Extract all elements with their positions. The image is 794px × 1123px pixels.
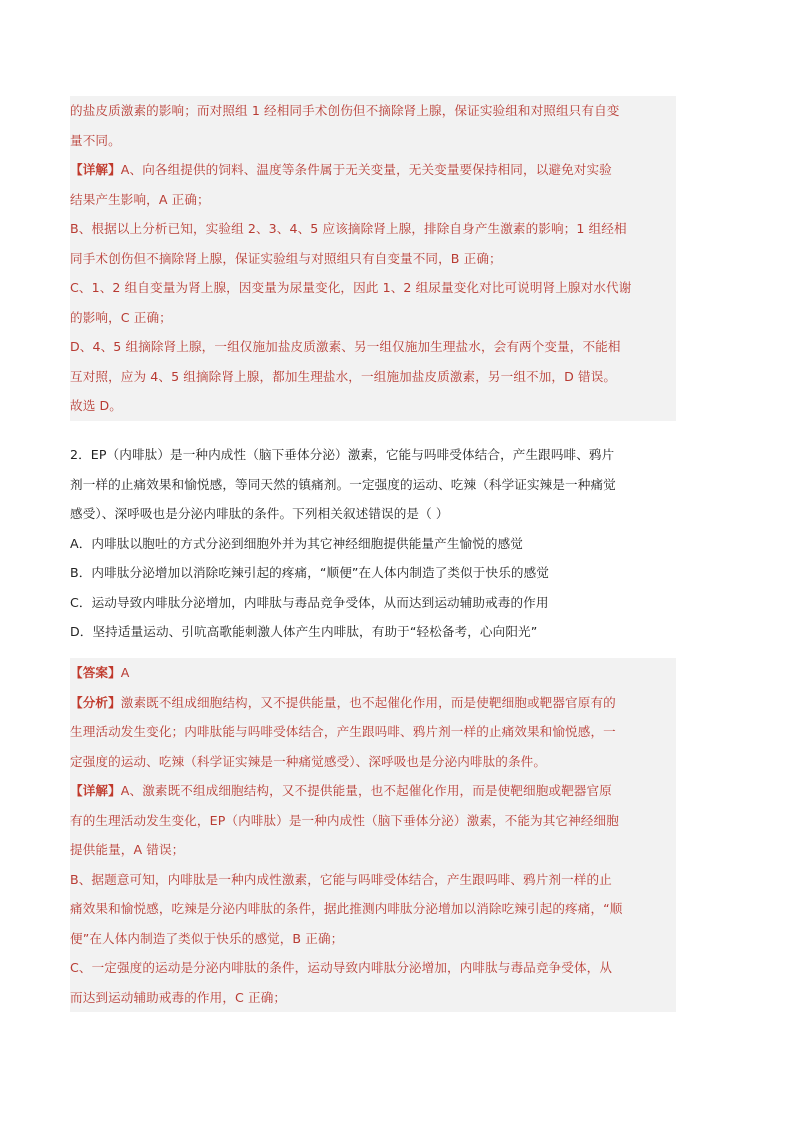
detail-line <box>70 776 676 806</box>
answer-line <box>70 658 676 688</box>
text-line: 生理活动发生变化；内啡肽能与吗啡受体结合，产生跟吗啡、鸦片剂一样的止痛效果和愉悦感，一 <box>70 724 616 739</box>
text-line: 有的生理活动发生变化，EP（内啡肽）是一种内成性（脑下垂体分泌）激素，不能为其它神经细胞 <box>70 812 619 828</box>
analysis-tag: 【分析】 <box>70 694 121 710</box>
question-2-block <box>70 440 676 647</box>
text-line: 同手术创伤但不摘除肾上腺，保证实验组与对照组只有自变量不同，B 正确； <box>70 250 502 266</box>
text-line: 痛效果和愉悦感，吃辣是分泌内啡肽的条件，据此推测内啡肽分泌增加以消除吃辣引起的疼痛，“顺 <box>70 901 623 916</box>
analysis-text: 激素既不组成细胞结构，又不提供能量，也不起催化作用，而是使靶细胞或靶器官原有的 <box>120 694 616 710</box>
q1-explanation-block <box>70 96 676 421</box>
text-line: 定强度的运动、吃辣（科学证实辣是一种痛觉感受）、深呼吸也是分泌内啡肽的条件。 <box>70 753 547 769</box>
text-line: D、4、5 组摘除肾上腺，一组仅施加盐皮质激素、另一组仅施加生理盐水，会有两个变量，不能相 <box>70 339 621 354</box>
question-stem-line: 剂一样的止痛效果和愉悦感，等同天然的镇痛剂。一定强度的运动、吃辣（科学证实辣是一种痛觉 <box>70 476 616 492</box>
detail-text: A、向各组提供的饲料、温度等条件属于无关变量，无关变量要保持相同，以避免对实验 <box>120 162 612 177</box>
answer-tag: 【答案】 <box>70 665 121 680</box>
detail-tag: 【详解】 <box>70 162 121 177</box>
text-line: 结果产生影响，A 正确； <box>70 191 210 207</box>
text-line: B、据题意可知，内啡肽是一种内成性激素，它能与吗啡受体结合，产生跟吗啡、鸦片剂一样的止 <box>70 871 612 887</box>
question-stem-line: 感受）、深呼吸也是分泌内啡肽的条件。下列相关叙述错误的是（ ） <box>70 506 449 521</box>
option-b: B．内啡肽分泌增加以消除吃辣引起的疼痛，“顺便”在人体内制造了类似于快乐的感觉 <box>70 565 549 580</box>
text-line: 而达到运动辅助戒毒的作用，C 正确； <box>70 989 287 1005</box>
option-c: C．运动导致内啡肽分泌增加，内啡肽与毒品竞争受体，从而达到运动辅助戒毒的作用 <box>70 594 549 610</box>
question-stem-line: 2．EP（内啡肽）是一种内成性（脑下垂体分泌）激素，它能与吗啡受体结合，产生跟吗啡、鸦片 <box>70 447 615 462</box>
option-d: D．坚持适量运动、引吭高歌能刺激人体产生内啡肽，有助于“轻松备考，心向阳光” <box>70 624 538 639</box>
option-a: A．内啡肽以胞吐的方式分泌到细胞外并为其它神经细胞提供能量产生愉悦的感觉 <box>70 535 523 551</box>
detail-text: A、激素既不组成细胞结构，又不提供能量，也不起催化作用，而是使靶细胞或靶器官原 <box>120 783 612 798</box>
detail-tag: 【详解】 <box>70 783 121 798</box>
text-line: 量不同。 <box>70 132 121 148</box>
text-line: 的影响，C 正确； <box>70 309 172 325</box>
text-line: C、1、2 组自变量为肾上腺，因变量为尿量变化，因此 1、2 组尿量变化对比可说明肾上腺对水代谢 <box>70 280 632 295</box>
text-line: 故选 D。 <box>70 398 122 413</box>
text-line: 的盐皮质激素的影响；而对照组 1 经相同手术创伤但不摘除肾上腺，保证实验组和对照组只有自变 <box>70 103 620 118</box>
answer-value: A <box>120 665 130 680</box>
text-line: 互对照，应为 4、5 组摘除肾上腺，都加生理盐水，一组施加盐皮质激素，另一组不加，D 错误。 <box>70 368 617 384</box>
text-line: C、一定强度的运动是分泌内啡肽的条件，运动导致内啡肽分泌增加，内啡肽与毒品竞争受体，从 <box>70 960 613 975</box>
text-line <box>70 155 676 185</box>
text-line: 提供能量，A 错误； <box>70 842 185 857</box>
analysis-line <box>70 688 676 718</box>
text-line: 便”在人体内制造了类似于快乐的感觉，B 正确； <box>70 930 344 946</box>
q2-answer-block <box>70 658 676 1012</box>
text-line: B、根据以上分析已知，实验组 2、3、4、5 应该摘除肾上腺，排除自身产生激素的影响；1 组经相 <box>70 221 627 236</box>
